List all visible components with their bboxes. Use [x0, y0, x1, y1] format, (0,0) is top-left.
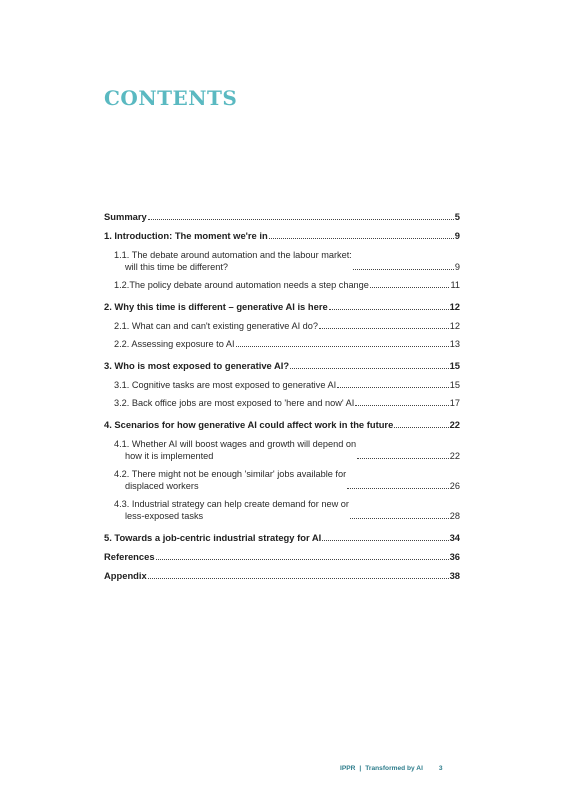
toc-entry-label: [114, 438, 356, 462]
toc-section-entry[interactable]: [104, 570, 460, 582]
toc-entry-label-line: 4.3. Industrial strategy can help create demand for new or: [114, 499, 349, 509]
toc-entry-label-line: Summary: [104, 211, 147, 222]
toc-dot-leader: [394, 427, 448, 428]
footer-page-number: 3: [438, 765, 443, 772]
toc-dot-leader: [357, 458, 449, 459]
toc-entry-label-line: 4. Scenarios for how generative AI could affect work in the future: [104, 419, 394, 430]
toc-entry-label: [114, 249, 352, 273]
toc-entry-label-line: 5. Towards a job-centric industrial strategy for AI: [104, 532, 322, 543]
toc-entry-label-line: 2. Why this time is different – generative AI is here: [104, 301, 328, 312]
toc-page-number: 26: [449, 481, 460, 491]
toc-entry-label: [104, 551, 155, 563]
toc-entry-label: [104, 360, 289, 372]
toc-dot-leader: [322, 540, 448, 541]
toc-entry-label: [104, 230, 268, 242]
toc-dot-leader: [236, 346, 449, 347]
toc-section-entry[interactable]: [104, 532, 460, 544]
toc-subsection-entry[interactable]: [104, 498, 460, 522]
toc-entry-label: [114, 498, 349, 522]
toc-dot-leader: [148, 219, 454, 220]
toc-section-entry[interactable]: [104, 301, 460, 313]
toc-dot-leader: [370, 287, 450, 288]
toc-entry-label: [114, 279, 369, 291]
toc-entry-label-line: 4.2. There might not be enough 'similar' jobs available for: [114, 469, 347, 479]
toc-dot-leader: [269, 238, 454, 239]
toc-section-entry[interactable]: [104, 551, 460, 563]
toc-dot-leader: [319, 328, 449, 329]
toc-subsection-entry[interactable]: [104, 397, 460, 409]
toc-entry-label-line: 1. Introduction: The moment we're in: [104, 230, 268, 241]
toc-entry-label: [114, 397, 354, 409]
toc-page-number: 12: [449, 301, 460, 312]
toc-entry-label-line: 3. Who is most exposed to generative AI?: [104, 360, 290, 371]
toc-entry-label: [114, 379, 336, 391]
toc-subsection-entry[interactable]: [104, 468, 460, 492]
toc-dot-leader: [337, 387, 449, 388]
toc-page-number: 12: [449, 321, 460, 331]
toc-page-number: 9: [454, 262, 460, 272]
toc-entry-label-line: will this time be different?: [125, 262, 228, 272]
toc-dot-leader: [156, 559, 449, 560]
toc-entry-label: [104, 532, 321, 544]
toc-subsection-entry[interactable]: [104, 320, 460, 332]
toc-dot-leader: [148, 578, 449, 579]
toc-page-number: 13: [449, 339, 460, 349]
toc-section-entry[interactable]: [104, 360, 460, 372]
toc-dot-leader: [350, 518, 449, 519]
toc-page-number: 36: [449, 551, 460, 562]
toc-page-number: 9: [454, 230, 460, 241]
footer-separator: |: [359, 765, 362, 772]
toc-subsection-entry[interactable]: [104, 249, 460, 273]
toc-entry-label-line: less-exposed tasks: [125, 511, 204, 521]
toc-entry-label-line: displaced workers: [125, 481, 199, 491]
toc-page-number: 5: [454, 211, 460, 222]
toc-entry-label-line: 1.2.The policy debate around automation needs a step change: [114, 280, 369, 290]
toc-dot-leader: [329, 309, 449, 310]
toc-dot-leader: [347, 488, 449, 489]
toc-entry-label: [104, 301, 328, 313]
footer-brand: IPPR: [340, 765, 356, 772]
toc-entry-label-line: 3.2. Back office jobs are most exposed to 'here and now' AI: [114, 398, 355, 408]
toc-section-entry[interactable]: [104, 230, 460, 242]
toc-dot-leader: [290, 368, 448, 369]
toc-page-number: 11: [450, 280, 460, 290]
page-footer: [340, 765, 443, 772]
toc-page-number: 38: [449, 570, 460, 581]
toc-page-number: 34: [449, 532, 460, 543]
toc-entry-label-line: 2.1. What can and can't existing generative AI do?: [114, 321, 319, 331]
table-of-contents: [104, 211, 460, 589]
page-title: CONTENTS: [104, 86, 238, 110]
toc-subsection-entry[interactable]: [104, 279, 460, 291]
toc-entry-label-line: 4.1. Whether AI will boost wages and growth will depend on: [114, 439, 357, 449]
toc-entry-label-line: Appendix: [104, 570, 147, 581]
toc-page-number: 15: [449, 380, 460, 390]
toc-entry-label: [104, 211, 147, 223]
toc-entry-label: [114, 338, 235, 350]
toc-dot-leader: [355, 405, 448, 406]
toc-page-number: 15: [449, 360, 460, 371]
toc-entry-label-line: References: [104, 551, 155, 562]
toc-section-entry[interactable]: [104, 211, 460, 223]
toc-entry-label-line: 3.1. Cognitive tasks are most exposed to generative AI: [114, 380, 337, 390]
footer-publication: Transformed by AI: [365, 765, 423, 772]
toc-entry-label: [104, 419, 393, 431]
toc-page-number: 22: [449, 419, 460, 430]
toc-entry-label: [104, 570, 147, 582]
toc-section-entry[interactable]: [104, 419, 460, 431]
toc-page-number: 28: [449, 511, 460, 521]
toc-entry-label-line: how it is implemented: [125, 451, 214, 461]
toc-page-number: 17: [449, 398, 460, 408]
toc-subsection-entry[interactable]: [104, 379, 460, 391]
toc-page-number: 22: [449, 451, 460, 461]
toc-entry-label-line: 1.1. The debate around automation and the labour market:: [114, 250, 352, 260]
toc-entry-label-line: 2.2. Assessing exposure to AI: [114, 339, 235, 349]
toc-dot-leader: [353, 269, 454, 270]
toc-subsection-entry[interactable]: [104, 438, 460, 462]
toc-subsection-entry[interactable]: [104, 338, 460, 350]
toc-entry-label: [114, 320, 318, 332]
toc-entry-label: [114, 468, 346, 492]
